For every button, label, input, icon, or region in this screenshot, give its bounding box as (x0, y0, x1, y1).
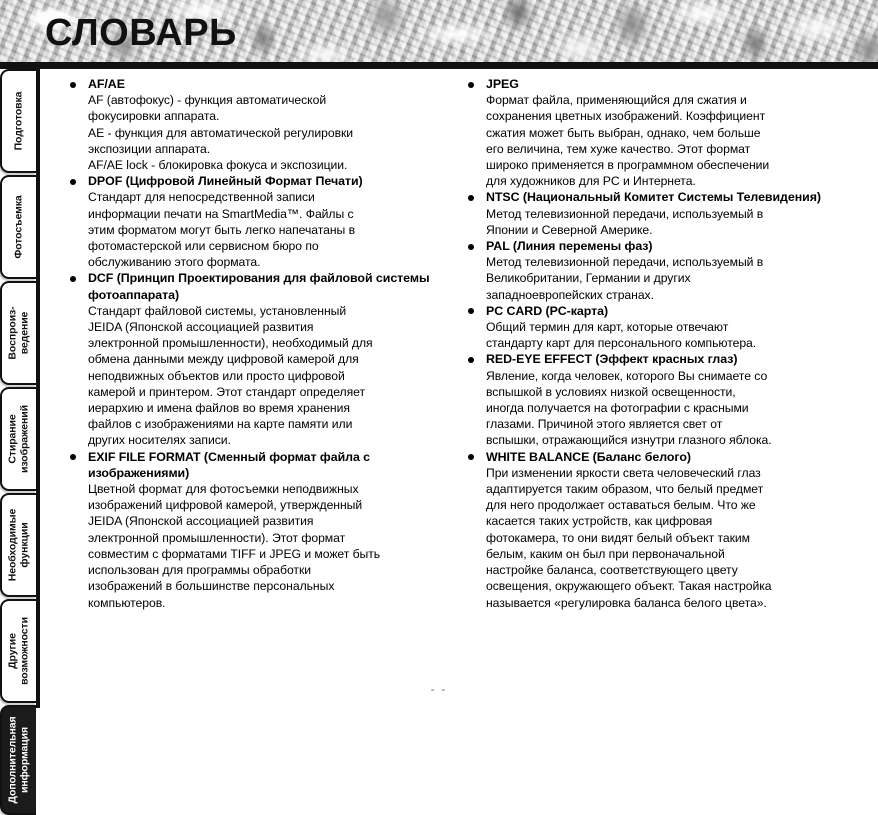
glossary-definition (56, 189, 438, 270)
glossary-definition-line: Цветной формат для фотосъемки неподвижных (88, 482, 359, 497)
glossary-definition-line: белым, каким он был при первоначальной (486, 546, 725, 561)
glossary-entry (454, 449, 866, 611)
glossary-definition (454, 465, 866, 611)
glossary-definition-line: камерой и принтером. Этот стандарт определяет (88, 384, 365, 399)
glossary-term-text: AF/AE (88, 77, 125, 91)
glossary-definition-line: Формат файла, применяющийся для сжатия и (486, 93, 747, 108)
glossary-definition-line: глазами. Причиной этого является свет от (486, 417, 723, 432)
bullet-icon (468, 308, 474, 314)
glossary-definition-line: других носителях записи. (88, 433, 231, 448)
glossary-definition-line: фокусировки аппарата. (88, 109, 220, 124)
sidebar-tab-7[interactable] (0, 705, 36, 815)
glossary-entry (454, 76, 866, 189)
glossary-definition (56, 481, 438, 611)
glossary-definition-line: настройке баланса, соответствующего цвету (486, 563, 738, 578)
glossary-definition-line: Метод телевизионной передачи, используемый в (486, 255, 764, 270)
glossary-column-left (56, 76, 438, 611)
bullet-icon (468, 357, 474, 363)
sidebar-tab-label: Воспроиз- ведение (6, 306, 30, 360)
glossary-definition-line: Метод телевизионной передачи, используемый в (486, 206, 764, 221)
glossary-definition-line: информации печати на SmartMedia™. Файлы с (88, 206, 354, 221)
glossary-term-text: PAL (Линия перемены фаз) (486, 239, 653, 254)
glossary-entry (56, 76, 438, 173)
glossary-term-text: JPEG (486, 77, 519, 91)
sidebar-tab-label: Необходимые функции (6, 508, 30, 582)
glossary-definition (454, 206, 866, 238)
glossary-entry (56, 270, 438, 448)
glossary-definition (454, 319, 866, 351)
glossary-definition-line: изображений цифровой камерой, утвержденный (88, 498, 363, 513)
glossary-definition-line: JEIDA (Японской ассоциацией развития (88, 320, 314, 335)
header-rule (0, 62, 878, 69)
sidebar-tab-3[interactable] (0, 281, 36, 385)
glossary-definition-line: Японии и Северной Америке. (486, 222, 653, 237)
sidebar-tab-4[interactable] (0, 387, 36, 491)
glossary-definition-line: AF/AE lock - блокировка фокуса и экспозиции. (88, 158, 348, 173)
glossary-term-text: DCF (Принцип Проектирования для файловой системы фотоаппарата) (88, 271, 430, 302)
bullet-icon (70, 82, 76, 88)
glossary-entry (454, 238, 866, 303)
sidebar-tab-rail (0, 69, 38, 804)
glossary-term (56, 270, 438, 302)
glossary-definition (454, 92, 866, 189)
glossary-definition-line: электронной промышленности), необходимый для (88, 336, 373, 351)
sidebar-tab-label: Другие возможности (6, 617, 30, 685)
sidebar-tab-label: Стирание изображений (6, 405, 30, 473)
glossary-column-right (454, 76, 866, 611)
glossary-definition-line: для художников для PC и Интернета. (486, 174, 696, 189)
glossary-term-text: NTSC (Национальный Комитет Системы Телевидения) (486, 190, 821, 205)
bullet-icon (70, 454, 76, 460)
glossary-term (454, 449, 866, 465)
sidebar-tab-label: Фотосъемка (12, 195, 25, 259)
glossary-content (48, 76, 874, 666)
bullet-icon (468, 195, 474, 201)
glossary-definition-line: фотокамера, то они видят белый объект таким (486, 530, 750, 545)
glossary-definition-line: сохранения цветных изображений. Коэффициент (486, 109, 766, 124)
bullet-icon (468, 244, 474, 250)
glossary-definition-line: Стандарт файловой системы, установленный (88, 303, 347, 318)
glossary-entry (454, 189, 866, 238)
glossary-term (56, 449, 438, 481)
glossary-definition-line: иерархию и имена файлов во время хранения (88, 401, 350, 416)
glossary-definition-line: компьютеров. (88, 595, 166, 610)
glossary-term-text: EXIF FILE FORMAT (Сменный формат файла с изображениями) (88, 449, 371, 480)
glossary-term-text: RED-EYE EFFECT (Эффект красных глаз) (486, 352, 738, 367)
page-number: - - (430, 684, 448, 696)
sidebar-tab-1[interactable] (0, 69, 36, 173)
glossary-definition-line: JEIDA (Японской ассоциацией развития (88, 514, 314, 529)
glossary-definition-line: При изменении яркости света человеческий глаз (486, 465, 761, 480)
glossary-definition (454, 254, 866, 303)
glossary-entry (56, 173, 438, 270)
glossary-definition-line: файлов с изображениями на карте памяти или (88, 417, 353, 432)
glossary-definition-line: неподвижных объектов или просто цифровой (88, 368, 345, 383)
page-footer (0, 684, 878, 704)
sidebar-tab-label: Подготовка (12, 91, 25, 151)
glossary-definition-line: освещения, окружающего объект. Такая настройка (486, 579, 772, 594)
sidebar-tab-label: Дополнительная информация (6, 716, 30, 804)
glossary-definition-line: изображений в большинстве персональных (88, 579, 335, 594)
glossary-definition-line: совместим с форматами TIFF и JPEG и может быть (88, 546, 381, 561)
glossary-definition-line: Великобритании, Германии и других (486, 271, 691, 286)
glossary-definition-line: его величина, тем хуже качество. Этот формат (486, 141, 751, 156)
page-title: СЛОВАРЬ (45, 12, 237, 54)
glossary-definition-line: обмена данными между цифровой камерой для (88, 352, 359, 367)
sidebar-tab-5[interactable] (0, 493, 36, 597)
glossary-definition-line: иногда получается на фотографии с красными (486, 401, 749, 416)
glossary-definition-line: для него продолжает оставаться белым. Что же (486, 498, 756, 513)
bullet-icon (70, 179, 76, 185)
bullet-icon (468, 454, 474, 460)
glossary-definition-line: Стандарт для непосредственной записи (88, 190, 315, 205)
glossary-term (454, 351, 866, 367)
bullet-icon (468, 82, 474, 88)
glossary-definition (454, 368, 866, 449)
glossary-definition-line: использован для программы обработки (88, 563, 311, 578)
glossary-definition-line: вспышки, отражающийся изнутри глазного яблока. (486, 433, 772, 448)
glossary-definition-line: этим форматом могут быть легко напечатаны в (88, 222, 356, 237)
glossary-term (56, 76, 438, 92)
glossary-term (454, 76, 866, 92)
glossary-definition-line: вспышкой в условиях низкой освещенности, (486, 384, 736, 399)
glossary-term-text: PC CARD (PC-карта) (486, 303, 609, 318)
glossary-definition-line: AF (автофокус) - функция автоматической (88, 93, 327, 108)
glossary-definition-line: Явление, когда человек, которого Вы снимаете со (486, 368, 768, 383)
glossary-definition-line: фотомастерской или сервисном бюро по (88, 239, 319, 254)
glossary-definition-line: адаптируется таким образом, что белый предмет (486, 482, 764, 497)
glossary-definition (56, 303, 438, 449)
glossary-definition-line: экспозиции аппарата. (88, 141, 211, 156)
page-header-banner (0, 0, 878, 62)
glossary-term-text: DPOF (Цифровой Линейный Формат Печати) (88, 174, 363, 189)
glossary-definition-line: AE - функция для автоматической регулировки (88, 125, 354, 140)
glossary-term (454, 303, 866, 319)
glossary-term (454, 189, 866, 205)
sidebar-tab-2[interactable] (0, 175, 36, 279)
glossary-definition-line: называется «регулировка баланса белого цвета». (486, 595, 767, 610)
glossary-entry (454, 351, 866, 448)
glossary-definition (56, 92, 438, 173)
glossary-term (454, 238, 866, 254)
glossary-term-text: WHITE BALANCE (Баланс белого) (486, 449, 691, 464)
bullet-icon (70, 276, 76, 282)
glossary-definition-line: электронной промышленности). Этот формат (88, 530, 346, 545)
glossary-entry (454, 303, 866, 352)
glossary-definition-line: сжатия может быть выбран, однако, чем больше (486, 125, 761, 140)
glossary-entry (56, 449, 438, 611)
glossary-definition-line: Общий термин для карт, которые отвечают (486, 320, 729, 335)
glossary-definition-line: широко применяется в программном обеспечении (486, 158, 770, 173)
glossary-definition-line: западноевропейских странах. (486, 287, 654, 302)
glossary-definition-line: обслуживанию этого формата. (88, 255, 261, 270)
glossary-term (56, 173, 438, 189)
glossary-definition-line: касается таких устройств, как цифровая (486, 514, 713, 529)
glossary-definition-line: стандарту карт для персонального компьютера. (486, 336, 757, 351)
